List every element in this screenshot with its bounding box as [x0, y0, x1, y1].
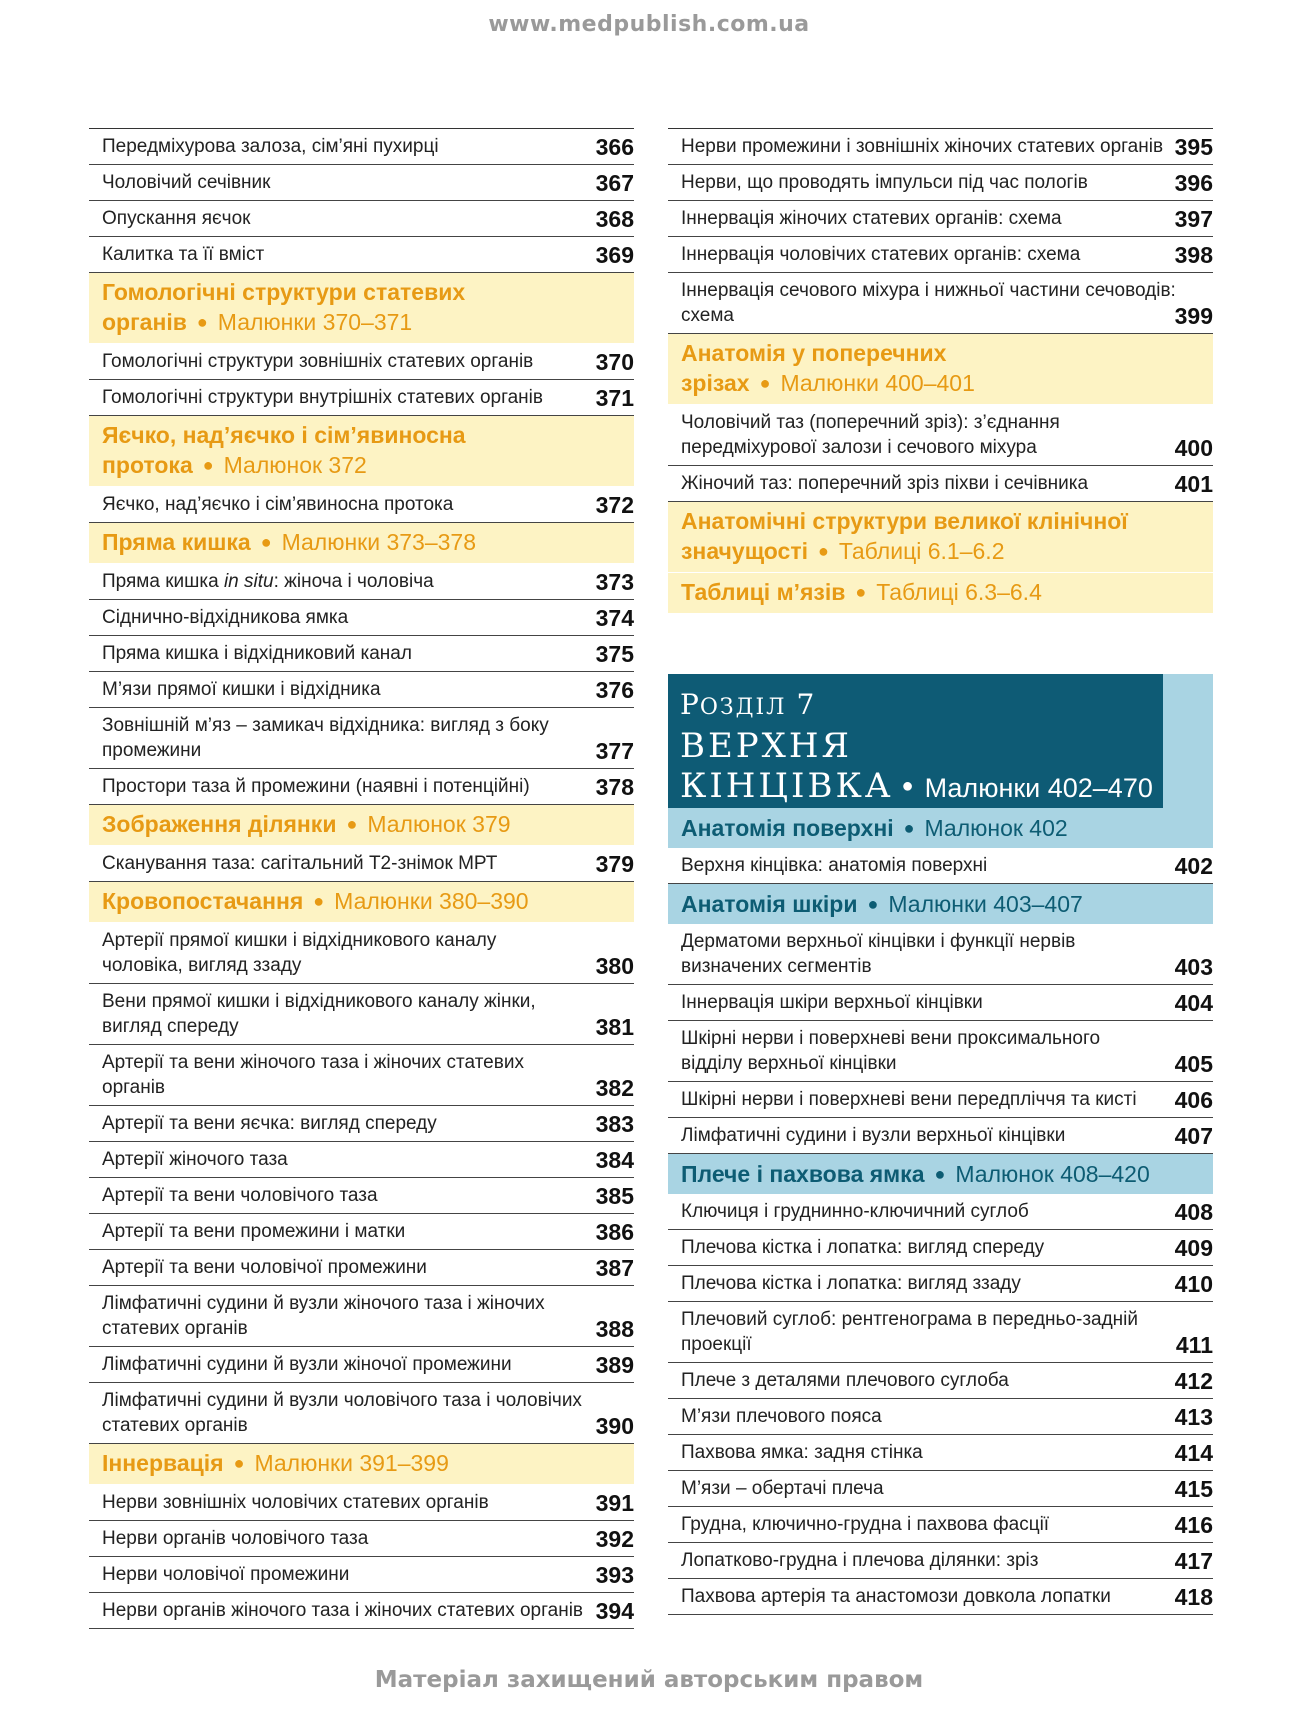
page-number: 374: [595, 605, 634, 631]
toc-entry[interactable]: [89, 1383, 634, 1444]
toc-right-top: [668, 129, 1213, 614]
entry-title: Плечова кістка і лопатка: вигляд спереду: [681, 1237, 1045, 1258]
entry-title: [681, 1021, 1177, 1081]
subsection-figures: Малюнок 408–420: [955, 1161, 1150, 1187]
toc-entry[interactable]: [89, 1593, 634, 1629]
entry-title: Артерії та вени чоловічої промежини: [102, 1257, 427, 1278]
entry-title: Чоловічий сечівник: [102, 172, 271, 193]
page-number: 372: [595, 492, 634, 518]
page-number: 385: [595, 1183, 634, 1209]
entry-title-line2: статевих органів: [102, 1318, 248, 1339]
subsection-figures: Малюнки 400–401: [780, 370, 975, 396]
bullet-icon: ●: [346, 814, 358, 834]
entry-title-line1: Іннервація сечового міхура і нижньої частини сечоводів:: [681, 280, 1176, 301]
page-number: 396: [1174, 170, 1213, 196]
entry-title-line2: промежини: [102, 740, 202, 761]
subsection-title: Плече і пахвова ямка: [681, 1161, 925, 1187]
toc-entry[interactable]: [668, 924, 1213, 985]
subsection-figures: Малюнки 391–399: [254, 1450, 449, 1476]
toc-right-bottom: [668, 808, 1213, 1615]
page-number: 395: [1174, 134, 1213, 160]
entry-title: Пахвова ямка: задня стінка: [681, 1442, 923, 1463]
bullet-icon: ●: [903, 818, 915, 838]
entry-title: Гомологічні структури внутрішніх статевих органів: [102, 387, 543, 408]
entry-title-line2: чоловіка, вигляд ззаду: [102, 955, 302, 976]
toc-entry[interactable]: [668, 165, 1213, 201]
section-title-line1: ВЕРХНЯ: [680, 726, 852, 766]
entry-title-line1: Дерматоми верхньої кінцівки і функції нервів: [681, 931, 1076, 952]
entry-title: Верхня кінцівка: анатомія поверхні: [681, 855, 988, 876]
page-number: 383: [595, 1111, 634, 1137]
toc-entry[interactable]: [89, 672, 634, 708]
page-number: 368: [595, 206, 634, 232]
subsection-figures: Малюнок 372: [223, 452, 367, 478]
toc-entry[interactable]: [89, 564, 634, 600]
entry-title: М’язи – обертачі плеча: [681, 1478, 884, 1499]
toc-entry[interactable]: [89, 201, 634, 237]
toc-entry[interactable]: [89, 1485, 634, 1521]
toc-entry[interactable]: [668, 1266, 1213, 1302]
entry-title: Артерії та вени промежини і матки: [102, 1221, 406, 1242]
subsection-figures: Таблиці 6.3–6.4: [876, 579, 1042, 605]
entry-title: Нерви промежини і зовнішніх жіночих статевих органів: [681, 136, 1164, 157]
entry-title: Плече з деталями плечового суглоба: [681, 1370, 1009, 1391]
page-number: 384: [595, 1147, 634, 1173]
entry-title: [681, 924, 1177, 984]
toc-entry[interactable]: [668, 237, 1213, 273]
entry-title-line2: органів: [102, 1077, 166, 1098]
toc-entry[interactable]: [89, 1178, 634, 1214]
page-number: 392: [595, 1526, 634, 1552]
entry-title: М’язи прямої кишки і відхідника: [102, 679, 381, 700]
toc-entry[interactable]: [668, 201, 1213, 237]
entry-title: [102, 923, 598, 983]
page-number: 391: [595, 1490, 634, 1516]
subsection-title: протока: [102, 452, 193, 478]
subsection-figures: Малюнки 373–378: [281, 529, 477, 555]
entry-title-line2: проекції: [681, 1334, 752, 1355]
entry-title: Іннервація чоловічих статевих органів: схема: [681, 244, 1081, 265]
toc-entry[interactable]: [89, 1142, 634, 1178]
entry-title: Шкірні нерви і поверхневі вени передпліччя та кисті: [681, 1089, 1137, 1110]
entry-title: Іннервація шкіри верхньої кінцівки: [681, 992, 983, 1013]
page-number: 369: [595, 242, 634, 268]
toc-right-column: [668, 128, 1213, 1615]
bullet-icon: ●: [313, 891, 325, 911]
subsection-title: Пряма кишка: [102, 529, 251, 555]
entry-title-line1: Артерії прямої кишки і відхідникового каналу: [102, 930, 497, 951]
entry-title: [102, 1286, 598, 1346]
entry-title-line1: Шкірні нерви і поверхневі вени проксимального: [681, 1028, 1101, 1049]
entry-title: Пахвова артерія та анастомози довкола лопатки: [681, 1586, 1111, 1607]
toc-entry[interactable]: [89, 1250, 634, 1286]
subsection-heading: [89, 805, 634, 846]
entry-title: Пряма кишка і відхідниковий канал: [102, 643, 412, 664]
section-7-banner: [668, 674, 1213, 808]
entry-title: Артерії та вени чоловічого таза: [102, 1185, 378, 1206]
subsection-heading: [89, 1444, 634, 1485]
bullet-icon: ●: [202, 455, 214, 475]
subsection-title: Анатомія у поперечних: [681, 340, 947, 366]
toc-entry[interactable]: [89, 636, 634, 672]
entry-title: Передміхурова залоза, сім’яні пухирці: [102, 136, 439, 157]
section-title-line2: КІНЦІВКА ● Малюнки 402–470: [680, 766, 1153, 806]
subsection-title: Яєчко, над’яєчко і сім’явиносна: [102, 422, 466, 448]
subsection-title: органів: [102, 309, 187, 335]
toc-entry[interactable]: [668, 1118, 1213, 1154]
toc-entry[interactable]: [89, 1045, 634, 1106]
subsection-figures: Малюнки 370–371: [217, 309, 413, 335]
section-label: РОЗДІЛ 7: [680, 688, 816, 721]
entry-title: [102, 984, 598, 1044]
page-number: 376: [595, 677, 634, 703]
toc-entry[interactable]: [89, 237, 634, 273]
page-number: 375: [595, 641, 634, 667]
page-number: 408: [1174, 1199, 1213, 1225]
entry-title: [681, 273, 1177, 333]
page-number: 411: [1175, 1332, 1213, 1358]
entry-title-line1: Лімфатичні судини й вузли жіночого таза і жіночих: [102, 1293, 545, 1314]
subsection-title: значущості: [681, 538, 808, 564]
subsection-figures: Таблиці 6.1–6.2: [838, 538, 1005, 564]
entry-title: Нерви, що проводять імпульси під час пологів: [681, 172, 1088, 193]
subsection-figures: Малюнки 403–407: [888, 891, 1083, 917]
entry-title-line2: передміхурової залози і сечового міхура: [681, 437, 1037, 458]
toc-entry[interactable]: [89, 600, 634, 636]
page-number: 397: [1174, 206, 1213, 232]
toc-entry[interactable]: [89, 846, 634, 882]
page-number: 394: [595, 1598, 634, 1624]
entry-title: [102, 1045, 598, 1105]
toc-entry[interactable]: [668, 1302, 1213, 1363]
toc-entry[interactable]: [89, 923, 634, 984]
page-number: 381: [595, 1014, 634, 1040]
page-number: 404: [1174, 990, 1213, 1016]
toc-entry[interactable]: [668, 1082, 1213, 1118]
toc-entry[interactable]: [668, 1399, 1213, 1435]
toc-entry[interactable]: [668, 1363, 1213, 1399]
toc-entry[interactable]: [668, 1579, 1213, 1615]
toc-entry[interactable]: [668, 1021, 1213, 1082]
toc-left-column: [89, 128, 634, 1629]
subsection-title: Іннервація: [102, 1450, 224, 1476]
entry-title-line1: Лімфатичні судини й вузли чоловічого таза і чоловічих: [102, 1390, 582, 1411]
page-number: 387: [595, 1255, 634, 1281]
entry-title-line2: відділу верхньої кінцівки: [681, 1053, 897, 1074]
subsection-heading: [668, 573, 1213, 614]
toc-entry[interactable]: [668, 848, 1213, 884]
page-number: 405: [1174, 1051, 1213, 1077]
subsection-heading: [89, 416, 634, 487]
toc-entry[interactable]: [89, 1347, 634, 1383]
entry-title-line1: Плечовий суглоб: рентгенограма в передньо-задній: [681, 1309, 1139, 1330]
subsection-title: Таблиці м’язів: [681, 579, 846, 605]
subsection-heading: [668, 1154, 1213, 1194]
subsection-figures: Малюнки 380–390: [334, 888, 529, 914]
entry-title: Лопатково-грудна і плечова ділянки: зріз: [681, 1550, 1039, 1571]
toc-entry[interactable]: [668, 985, 1213, 1021]
entry-title: Лімфатичні судини й вузли жіночої промежини: [102, 1354, 512, 1375]
toc-entry[interactable]: [668, 466, 1213, 502]
toc-entry[interactable]: [668, 1543, 1213, 1579]
subsection-heading: [89, 523, 634, 564]
entry-title: Жіночий таз: поперечний зріз піхви і сечівника: [681, 473, 1089, 494]
entry-title-line1: Чоловічий таз (поперечний зріз): з’єднання: [681, 412, 1060, 433]
entry-title: Простори таза й промежини (наявні і потенційні): [102, 776, 530, 797]
subsection-heading: [668, 334, 1213, 405]
toc-entry[interactable]: [89, 1106, 634, 1142]
page-number: 400: [1174, 435, 1213, 461]
page-number: 417: [1174, 1548, 1213, 1574]
toc-entry[interactable]: [89, 129, 634, 165]
bullet-icon: ●: [855, 582, 867, 602]
page-number: 389: [595, 1352, 634, 1378]
entry-title-line1: Зовнішній м’яз – замикач відхідника: вигляд з боку: [102, 715, 549, 736]
entry-title: [102, 708, 598, 768]
entry-title-line1: Вени прямої кишки і відхідникового каналу жінки,: [102, 991, 536, 1012]
entry-title: Лімфатичні судини і вузли верхньої кінцівки: [681, 1125, 1066, 1146]
subsection-heading: [668, 884, 1213, 924]
page-number: 410: [1174, 1271, 1213, 1297]
page-number: 413: [1174, 1404, 1213, 1430]
toc-entry[interactable]: [89, 1521, 634, 1557]
toc-entry[interactable]: [89, 165, 634, 201]
subsection-title: Анатомічні структури великої клінічної: [681, 508, 1128, 534]
page-number: 393: [595, 1562, 634, 1588]
bullet-icon: ●: [934, 1164, 946, 1184]
entry-title-line2: схема: [681, 305, 734, 326]
entry-title: Артерії та вени яєчка: вигляд спереду: [102, 1113, 437, 1134]
entry-title: Опускання яєчок: [102, 208, 251, 229]
entry-title: [681, 1302, 1177, 1362]
spacer: [668, 614, 1213, 674]
page-number: 386: [595, 1219, 634, 1245]
page-number: 401: [1174, 471, 1213, 497]
page-number: 412: [1174, 1368, 1213, 1394]
bullet-icon: ●: [817, 541, 829, 561]
subsection-title: Гомологічні структури статевих: [102, 279, 466, 305]
toc-entry[interactable]: [668, 129, 1213, 165]
bullet-icon: ●: [260, 532, 272, 552]
entry-title-line1: Артерії та вени жіночого таза і жіночих статевих: [102, 1052, 524, 1073]
entry-title: Гомологічні структури зовнішніх статевих органів: [102, 351, 534, 372]
entry-title: Артерії жіночого таза: [102, 1149, 288, 1170]
toc-entry[interactable]: [668, 1230, 1213, 1266]
entry-title: Нерви органів чоловічого таза: [102, 1528, 369, 1549]
page-number: 373: [595, 569, 634, 595]
toc-entry[interactable]: [89, 1286, 634, 1347]
page-number: 418: [1174, 1584, 1213, 1610]
toc-entry[interactable]: [89, 1557, 634, 1593]
bullet-icon: ●: [233, 1453, 245, 1473]
toc-entry[interactable]: [668, 273, 1213, 334]
subsection-heading: [668, 502, 1213, 573]
entry-title: Калитка та її вміст: [102, 244, 265, 265]
entry-title: Яєчко, над’яєчко і сім’явиносна протока: [102, 494, 454, 515]
page-number: 406: [1174, 1087, 1213, 1113]
page-number: 407: [1174, 1123, 1213, 1149]
entry-title: Плечова кістка і лопатка: вигляд ззаду: [681, 1273, 1021, 1294]
entry-title: Ключиця і груднинно-ключичний суглоб: [681, 1201, 1029, 1222]
page-number: 409: [1174, 1235, 1213, 1261]
page-number: 388: [595, 1316, 634, 1342]
subsection-heading: [89, 882, 634, 923]
entry-title: Іннервація жіночих статевих органів: схема: [681, 208, 1062, 229]
page-number: 402: [1174, 853, 1213, 879]
entry-title: М’язи плечового пояса: [681, 1406, 882, 1427]
page-number: 379: [595, 851, 634, 877]
subsection-figures: Малюнок 379: [367, 811, 511, 837]
subsection-title: Зображення ділянки: [102, 811, 337, 837]
toc-entry[interactable]: [668, 1435, 1213, 1471]
page-number: 390: [595, 1413, 634, 1439]
page-number: 377: [595, 738, 634, 764]
page-number: 399: [1174, 303, 1213, 329]
subsection-title: зрізах: [681, 370, 750, 396]
page-number: 367: [595, 170, 634, 196]
subsection-heading: [668, 808, 1213, 848]
entry-title: Грудна, ключично-грудна і пахвова фасції: [681, 1514, 1050, 1535]
subsection-figures: Малюнок 402: [924, 815, 1068, 841]
page-number: 414: [1174, 1440, 1213, 1466]
entry-title: Нерви органів жіночого таза і жіночих статевих органів: [102, 1600, 584, 1621]
page-number: 380: [595, 953, 634, 979]
page-number: 371: [595, 385, 634, 411]
toc-entry[interactable]: [668, 1194, 1213, 1230]
entry-title: [102, 1383, 598, 1443]
toc-entry[interactable]: [89, 380, 634, 416]
entry-title: Пряма кишка in situ: жіноча і чоловіча: [102, 571, 434, 592]
page-number: 366: [595, 134, 634, 160]
watermark-bottom: Матеріал захищений авторським правом: [374, 1667, 924, 1693]
entry-title: Нерви чоловічої промежини: [102, 1564, 350, 1585]
toc-entry[interactable]: [89, 487, 634, 523]
toc-entry[interactable]: [89, 769, 634, 805]
page-number: 415: [1174, 1476, 1213, 1502]
toc-entry[interactable]: [668, 1471, 1213, 1507]
subsection-title: Кровопостачання: [102, 888, 304, 914]
subsection-heading: [89, 273, 634, 344]
page-number: 403: [1174, 954, 1213, 980]
subsection-title: Анатомія поверхні: [681, 815, 894, 841]
toc-entry[interactable]: [89, 344, 634, 380]
toc-entry[interactable]: [89, 984, 634, 1045]
entry-title: Нерви зовнішніх чоловічих статевих органів: [102, 1492, 489, 1513]
page-number: 378: [595, 774, 634, 800]
entry-title: [681, 405, 1177, 465]
toc-entry[interactable]: [668, 405, 1213, 466]
bullet-icon: ●: [867, 894, 879, 914]
bullet-icon: ●: [759, 373, 771, 393]
entry-title-line2: вигляд спереду: [102, 1016, 239, 1037]
watermark-top: www.medpublish.com.ua: [488, 12, 810, 37]
page-number: 382: [595, 1075, 634, 1101]
page-number: 398: [1174, 242, 1213, 268]
page-number: 370: [595, 349, 634, 375]
toc-entry[interactable]: [668, 1507, 1213, 1543]
bullet-icon: ●: [196, 312, 208, 332]
toc-entry[interactable]: [89, 1214, 634, 1250]
toc-entry[interactable]: [89, 708, 634, 769]
entry-title: Сіднично-відхідникова ямка: [102, 607, 349, 628]
entry-title-line2: статевих органів: [102, 1415, 248, 1436]
subsection-title: Анатомія шкіри: [681, 891, 858, 917]
page-number: 416: [1174, 1512, 1213, 1538]
entry-title: Сканування таза: сагітальний T2-знімок МРТ: [102, 853, 498, 874]
entry-title-line2: визначених сегментів: [681, 956, 872, 977]
